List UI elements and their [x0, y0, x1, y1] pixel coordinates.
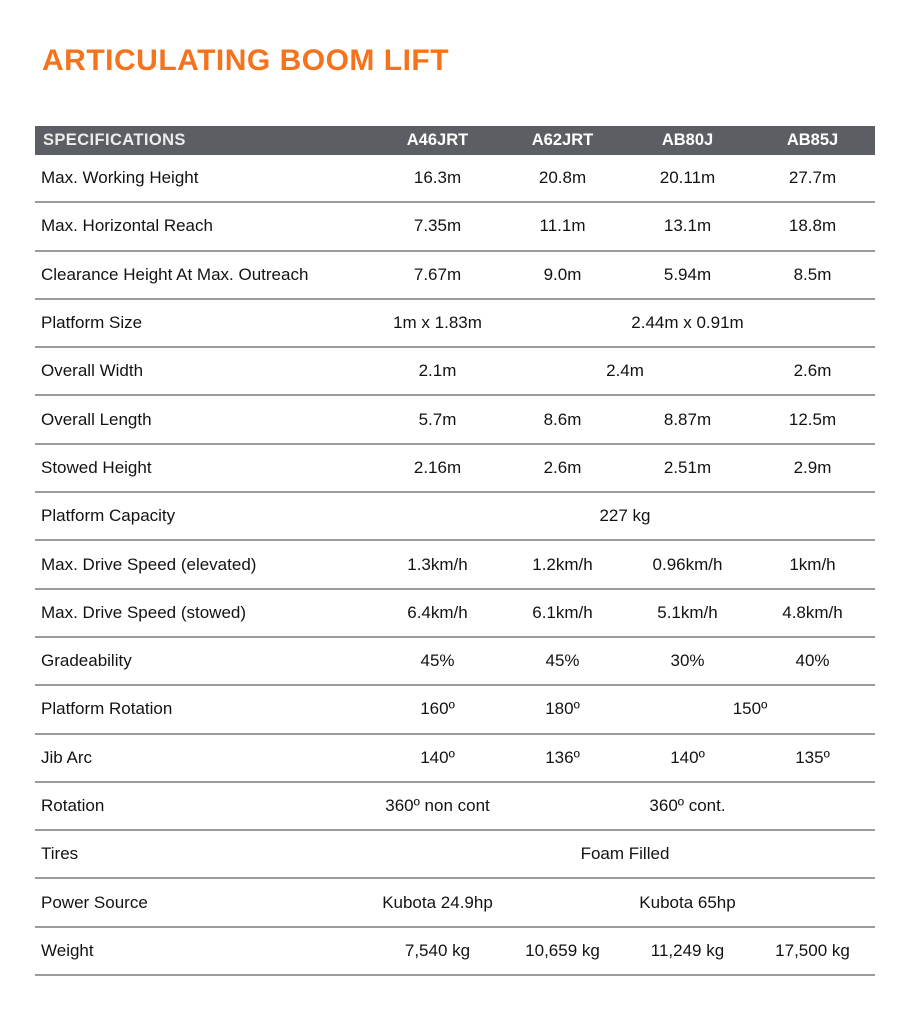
row-value: 20.8m — [538, 168, 587, 188]
row-value: 27.7m — [788, 168, 837, 188]
row-value: 136º — [545, 747, 580, 767]
spec-table-header-row — [35, 126, 875, 155]
row-label: Jib Arc — [41, 747, 93, 767]
row-value: 1.3km/h — [407, 554, 468, 574]
row-value: Kubota 24.9hp — [382, 892, 493, 912]
row-value: 45% — [545, 651, 580, 671]
row-value: 7.67m — [413, 264, 462, 284]
table-row — [35, 493, 875, 541]
row-value: 2.6m — [793, 361, 832, 381]
row-value: 1.2km/h — [532, 554, 593, 574]
row-value: 6.1km/h — [532, 602, 593, 622]
row-label: Clearance Height At Max. Outreach — [41, 264, 309, 284]
row-value: 2.44m x 0.91m — [631, 313, 744, 333]
row-value: 360º non cont — [385, 796, 490, 815]
row-value: 6.4km/h — [407, 602, 468, 622]
row-value: 5.1km/h — [657, 602, 718, 622]
row-value: 2.1m — [418, 361, 457, 381]
column-header-ab80j: AB80J — [661, 131, 714, 149]
row-value: 140º — [420, 747, 455, 767]
row-value: 20.11m — [659, 168, 716, 188]
column-header-a62jrt: A62JRT — [531, 131, 594, 149]
row-label: Max. Drive Speed (stowed) — [41, 602, 247, 622]
page-title: ARTICULATING BOOM LIFT — [42, 44, 450, 77]
table-row — [35, 348, 875, 396]
row-value: 13.1m — [663, 216, 712, 236]
table-row — [35, 155, 875, 203]
row-value: 7,540 kg — [404, 940, 471, 960]
table-row — [35, 879, 875, 927]
row-value: 1km/h — [789, 554, 836, 574]
row-label: Power Source — [41, 892, 148, 912]
row-value: 135º — [795, 747, 830, 767]
row-value: 8.6m — [543, 409, 582, 429]
table-row — [35, 203, 875, 251]
table-row — [35, 831, 875, 879]
row-value: 30% — [670, 651, 705, 671]
row-value: 9.0m — [543, 264, 582, 284]
table-row — [35, 252, 875, 300]
row-value: 11.1m — [539, 216, 586, 236]
row-label: Weight — [41, 940, 94, 960]
row-value: 18.8m — [788, 216, 837, 236]
row-value: 45% — [420, 651, 455, 671]
row-label: Platform Size — [41, 313, 143, 333]
column-header-ab85j: AB85J — [786, 131, 839, 149]
table-row — [35, 783, 875, 831]
row-value: 140º — [670, 747, 705, 767]
row-value: 360º cont. — [649, 796, 726, 815]
table-row — [35, 590, 875, 638]
row-label: Tires — [41, 844, 79, 864]
row-label: Stowed Height — [41, 457, 152, 477]
row-value: 16.3m — [413, 168, 462, 188]
table-row — [35, 686, 875, 734]
row-value: 4.8km/h — [782, 602, 843, 622]
row-label: Max. Working Height — [41, 168, 199, 188]
spec-table — [35, 126, 875, 976]
row-label: Platform Rotation — [41, 699, 173, 719]
row-value: Foam Filled — [580, 844, 670, 864]
row-value: 2.51m — [663, 457, 712, 477]
row-label: Max. Drive Speed (elevated) — [41, 554, 257, 574]
spec-header-label: SPECIFICATIONS — [43, 131, 186, 149]
row-value: 227 kg — [599, 506, 651, 526]
row-value: 2.4m — [606, 361, 644, 381]
table-row — [35, 735, 875, 783]
table-row — [35, 928, 875, 976]
row-value: 8.87m — [663, 409, 712, 429]
row-value: 180º — [545, 699, 580, 719]
row-value: 5.7m — [418, 409, 457, 429]
row-label: Overall Length — [41, 409, 152, 429]
table-row — [35, 300, 875, 348]
row-label: Rotation — [41, 796, 105, 815]
table-row — [35, 445, 875, 493]
row-value: 12.5m — [788, 409, 837, 429]
table-row — [35, 638, 875, 686]
spec-table-body — [35, 155, 875, 976]
row-value: 40% — [795, 651, 830, 671]
row-value: Kubota 65hp — [639, 892, 736, 912]
row-value: 160º — [420, 699, 455, 719]
row-label: Max. Horizontal Reach — [41, 216, 213, 236]
table-row — [35, 541, 875, 589]
row-value: 8.5m — [793, 264, 832, 284]
row-value: 1m x 1.83m — [393, 313, 482, 333]
table-row — [35, 396, 875, 444]
row-value: 150º — [732, 699, 768, 719]
row-label: Gradeability — [41, 651, 132, 671]
row-value: 11,249 kg — [650, 940, 725, 960]
row-value: 0.96km/h — [652, 554, 723, 574]
row-value: 10,659 kg — [525, 940, 600, 960]
column-header-a46jrt: A46JRT — [406, 131, 469, 149]
row-value: 2.9m — [793, 457, 832, 477]
row-label: Platform Capacity — [41, 506, 176, 526]
row-label: Overall Width — [41, 361, 144, 381]
row-value: 17,500 kg — [775, 940, 850, 960]
row-value: 5.94m — [663, 264, 712, 284]
row-value: 2.16m — [413, 457, 462, 477]
row-value: 7.35m — [413, 216, 462, 236]
row-value: 2.6m — [543, 457, 582, 477]
